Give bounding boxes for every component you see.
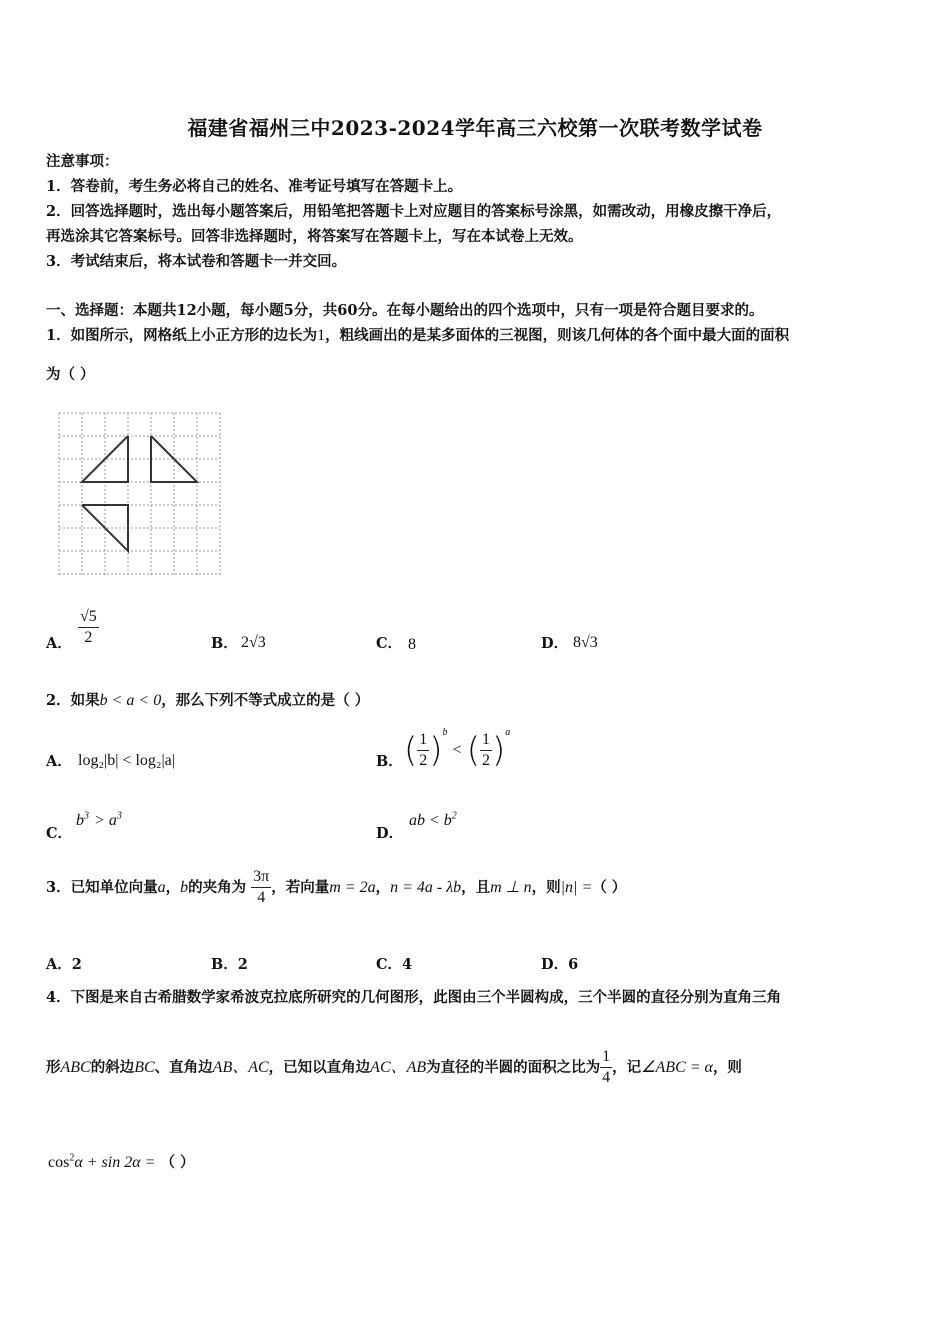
q2-option-c-label: C． xyxy=(46,825,73,842)
frac-num: 1 xyxy=(480,730,492,751)
c-exp: 3 xyxy=(116,810,122,822)
q3-m-def: m = 2a xyxy=(329,879,376,896)
q1-option-a-fraction xyxy=(78,607,99,648)
right-paren: ) xyxy=(492,730,506,771)
q2-option-b-label: B． xyxy=(376,753,403,770)
q4-text: ，已知以直角边 xyxy=(268,1059,371,1076)
q3-option-a: A．2 xyxy=(46,956,82,973)
left-paren: ( xyxy=(404,730,418,771)
left-paren: ( xyxy=(466,730,481,771)
q2-option-a-label: A． xyxy=(46,753,72,770)
q2-stem xyxy=(46,688,369,713)
angle-den: 4 xyxy=(257,889,266,906)
q3-stem-a: 3．已知单位向量 xyxy=(46,879,158,896)
q4-text: 的斜边 xyxy=(90,1059,135,1076)
q2-b-frac-1 xyxy=(417,730,429,771)
section-heading: 一、选择题：本题共12小题，每小题5分，共60分。在每小题给出的四个选项中，只有一项是符合题目要求的。 xyxy=(46,302,764,319)
q3-n-def: n = 4a - λb xyxy=(390,879,462,896)
exam-title: 福建省福州三中2023-2024学年高三六校第一次联考数学试卷 xyxy=(187,116,763,140)
q4-stem-line2 xyxy=(46,1047,742,1088)
q1-option-d-value: 8√3 xyxy=(573,634,598,651)
c-base: b xyxy=(76,812,84,829)
q4-angle: ∠ABC = α xyxy=(641,1059,713,1076)
q3-stem-e: ，则 xyxy=(531,879,561,896)
q1-stem-a: 1．如图所示，网格纸上小正方形的边长为 xyxy=(46,327,318,344)
ratio-den: 4 xyxy=(602,1069,611,1086)
three-view-figure xyxy=(56,410,224,578)
q3-stem-c: ，若向量 xyxy=(271,879,330,896)
q1-option-b-value: 2√3 xyxy=(241,634,266,651)
q3-option-c: C．4 xyxy=(376,956,413,973)
angle-num: 3π xyxy=(251,867,271,888)
q4-legs-2: AC、AB xyxy=(370,1059,427,1076)
q3-comma: ， xyxy=(165,879,181,896)
q3-stem-b: 的夹角为 xyxy=(188,879,247,896)
notice-item-1: 1．答卷前，考生务必将自己的姓名、准考证号填写在答题卡上。 xyxy=(46,178,463,195)
right-paren: ) xyxy=(429,730,443,771)
q1-stem-line2: 为（ ） xyxy=(46,366,95,383)
q3-angle-fraction xyxy=(251,867,271,908)
q2-b-exponent-a: a xyxy=(505,726,511,738)
q1-option-c-label: C． xyxy=(376,635,403,652)
q4-text: ，记 xyxy=(612,1059,642,1076)
q4-legs: AB、AC xyxy=(212,1059,269,1076)
q2-option-d-label: D． xyxy=(376,825,404,842)
q2-b-exponent-b: b xyxy=(442,726,448,738)
q2-stem-b: ，那么下列不等式成立的是（ ） xyxy=(161,692,370,709)
frac-num: 1 xyxy=(417,730,429,751)
q2-b-frac-2 xyxy=(480,730,492,771)
q3-abs-n: |n| = xyxy=(560,879,593,896)
q4-expr-rest: α + sin 2α = xyxy=(74,1154,156,1171)
q1-option-a-label: A． xyxy=(46,635,72,652)
q2-stem-a: 2．如果 xyxy=(46,692,100,709)
frac-den: 2 xyxy=(482,752,491,769)
q3-stem-d: ，且 xyxy=(461,879,491,896)
q1-option-b-label: B． xyxy=(211,635,238,652)
notice-item-2-cont: 再选涂其它答案标号。回答非选择题时，将答案写在答题卡上，写在本试卷上无效。 xyxy=(46,228,583,245)
q4-text: 、直角边 xyxy=(154,1059,213,1076)
q4-stem-line1: 4．下图是来自古希腊数学家希波克拉底所研究的几何图形，此图由三个半圆构成，三个半圆的直径分别为直角三角 xyxy=(46,989,782,1006)
q1-stem-line1 xyxy=(46,323,789,348)
grid-lines xyxy=(59,413,220,575)
q3-option-b: B．2 xyxy=(211,956,248,973)
q2-option-b-math xyxy=(404,726,511,771)
c-exp: 3 xyxy=(84,810,89,822)
q4-text: 形 xyxy=(46,1059,61,1076)
q3-paren: （ ） xyxy=(592,879,627,896)
q4-exp: 2 xyxy=(69,1152,75,1164)
q4-ratio-fraction xyxy=(600,1047,612,1088)
q3-vec-b: b xyxy=(180,879,189,896)
q4-paren: （ ） xyxy=(160,1154,195,1171)
q2-condition: b < a < 0 xyxy=(99,692,162,709)
q4-cos: cos xyxy=(48,1154,70,1171)
q1-option-d-label: D． xyxy=(541,635,569,652)
c-rhs: > a xyxy=(94,812,117,829)
q2-option-a-math: log₂|b| < log₂|a| xyxy=(78,752,175,769)
q1-a-numerator: √5 xyxy=(78,607,99,628)
q4-text: ，则 xyxy=(712,1059,742,1076)
q4-hypotenuse: BC xyxy=(134,1059,155,1076)
d-exp: 2 xyxy=(451,810,457,822)
q3-perp: m ⊥ n xyxy=(490,879,532,896)
q4-expression xyxy=(48,1150,195,1175)
q4-triangle: ABC xyxy=(60,1059,91,1076)
q1-option-c-value: 8 xyxy=(408,636,416,653)
frac-den: 2 xyxy=(419,752,428,769)
q2-option-d-math xyxy=(409,810,457,830)
q1-stem-b: ，粗线画出的是某多面体的三视图，则该几何体的各个面中最大面的面积 xyxy=(325,327,790,344)
q3-vec-a: a xyxy=(157,879,166,896)
q1-side-length: 1 xyxy=(317,327,326,344)
q3-comma: ， xyxy=(375,879,391,896)
notice-item-2: 2．回答选择题时，选出每小题答案后，用铅笔把答题卡上对应题目的答案标号涂黑，如需改动，用橡皮擦干净后， xyxy=(46,203,782,220)
notice-heading: 注意事项： xyxy=(46,153,119,170)
q2-b-less-than: < xyxy=(452,741,462,759)
q3-option-d: D．6 xyxy=(541,956,579,973)
d-lhs: ab < b xyxy=(409,812,452,829)
q3-stem xyxy=(46,867,626,908)
ratio-num: 1 xyxy=(600,1047,612,1068)
notice-item-3: 3．考试结束后，将本试卷和答题卡一并交回。 xyxy=(46,253,347,270)
q2-option-c-math xyxy=(76,810,122,830)
q4-text: 为直径的半圆的面积之比为 xyxy=(426,1059,601,1076)
q1-a-denominator: 2 xyxy=(84,629,93,646)
